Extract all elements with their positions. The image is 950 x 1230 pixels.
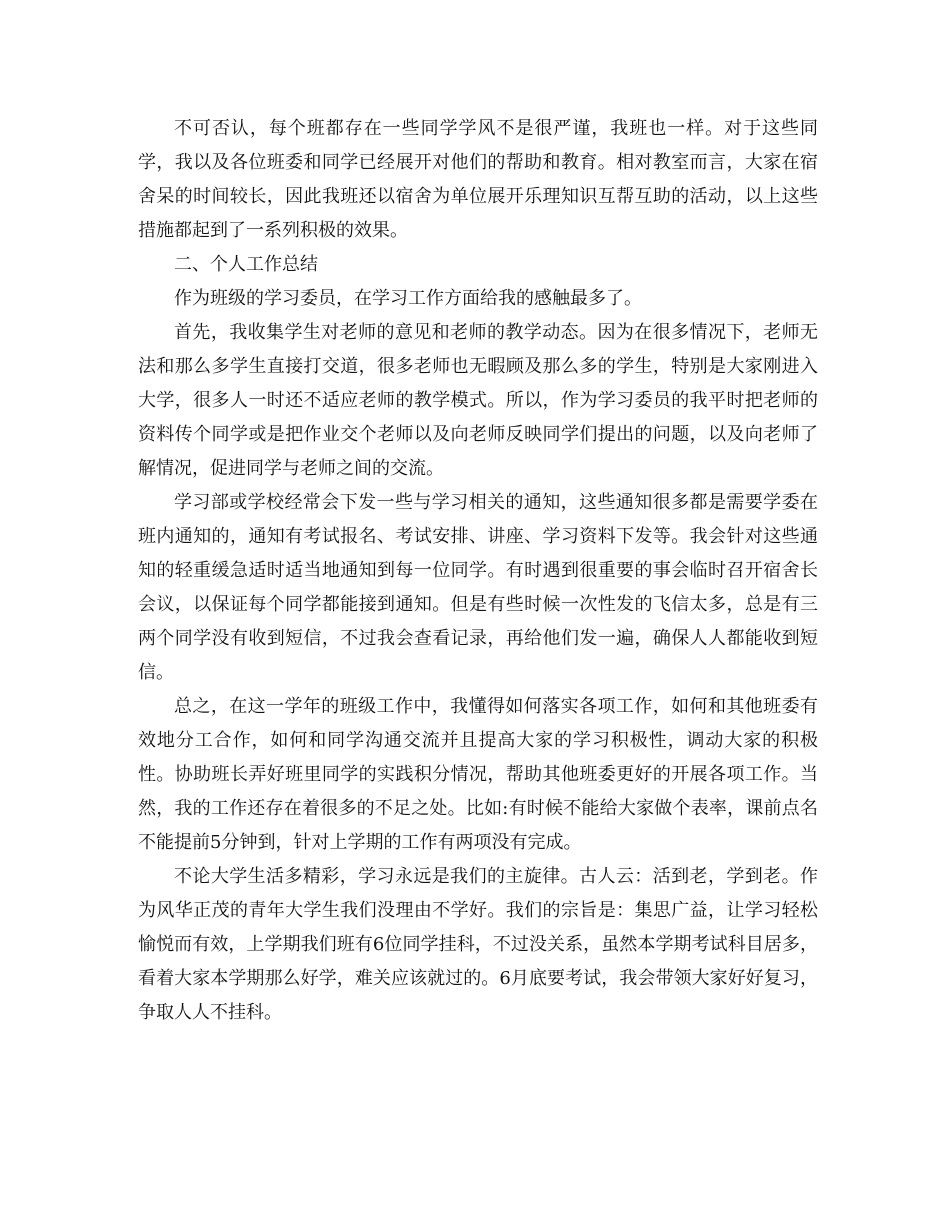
paragraph-study-motto: 不论大学生活多精彩，学习永远是我们的主旋律。古人云：活到老，学到老。作为风华正茂的青年大学生我们没理由不学好。我们的宗旨是：集思广益，让学习轻松愉悦而有效，上学期我们班有6位同学挂科，不过没关系，虽然本学期考试科目居多，看着大家本学期那么好学，难关应该就过的。6月底要考试，我会带领大家好好复习，争取人人不挂科。 [138, 866, 818, 1023]
paragraph-feedback: 首先，我收集学生对老师的意见和老师的教学动态。因为在很多情况下，老师无法和那么多学生直接打交道，很多老师也无暇顾及那么多的学生，特别是大家刚进入大学，很多人一时还不适应老师的教学模式。所以，作为学习委员的我平时把老师的资料传个同学或是把作业交个老师以及向老师反映同学们提出的问题，以及向老师了解情况，促进同学与老师之间的交流。 [138, 322, 818, 479]
paragraph-notifications: 学习部或学校经常会下发一些与学习相关的通知，这些通知很多都是需要学委在班内通知的，通知有考试报名、考试安排、讲座、学习资料下发等。我会针对这些通知的轻重缓急适时适当地通知到每一位同学。有时遇到很重要的事会临时召开宿舍长会议，以保证每个同学都能接到通知。但是有些时候一次性发的飞信太多，总是有三两个同学没有收到短信，不过我会查看记录，再给他们发一遍，确保人人都能收到短信。 [138, 492, 818, 683]
document-body [138, 112, 818, 1030]
section-heading-personal-summary: 二、个人工作总结 [174, 254, 318, 275]
paragraph-conclusion: 总之，在这一学年的班级工作中，我懂得如何落实各项工作，如何和其他班委有效地分工合作，如何和同学沟通交流并且提高大家的学习积极性，调动大家的积极性。协助班长弄好班里同学的实践积分情况，帮助其他班委更好的开展各项工作。当然，我的工作还存在着很多的不足之处。比如:有时候不能给大家做个表率，课前点名不能提前5分钟到，针对上学期的工作有两项没有完成。 [138, 696, 818, 853]
paragraph-study-style: 不可否认，每个班都存在一些同学学风不是很严谨，我班也一样。对于这些同学，我以及各位班委和同学已经展开对他们的帮助和教育。相对教室而言，大家在宿舍呆的时间较长，因此我班还以宿舍为单位展开乐理知识互帮互助的活动，以上这些措施都起到了一系列积极的效果。 [138, 118, 818, 241]
paragraph-intro: 作为班级的学习委员，在学习工作方面给我的感触最多了。 [174, 288, 642, 309]
